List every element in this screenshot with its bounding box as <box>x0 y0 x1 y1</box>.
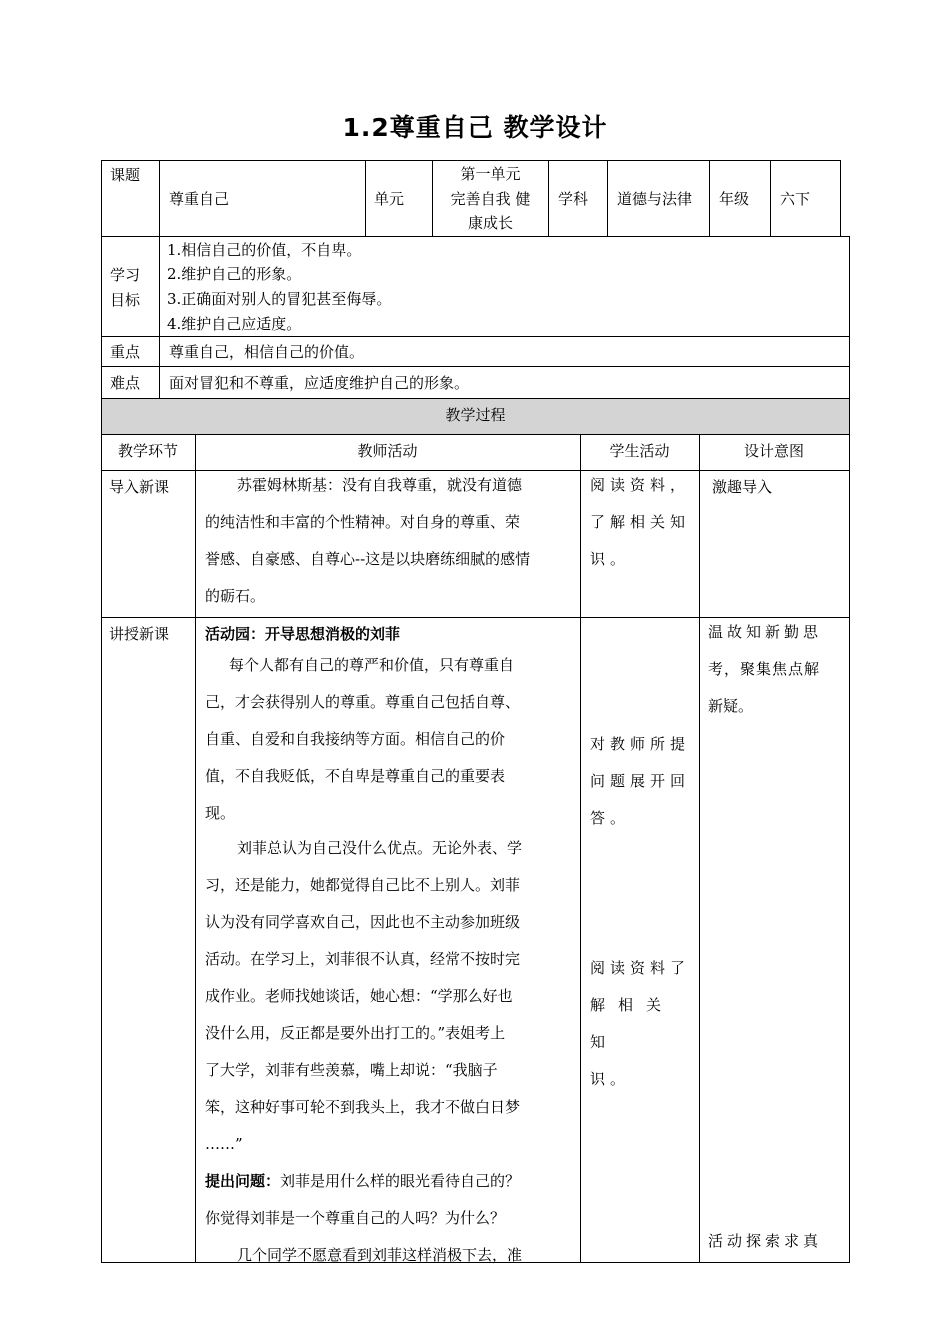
text-line: 值，不自我贬低，不自卑是尊重自己的重要表 <box>205 767 506 785</box>
text-line: 解相关知 <box>590 996 675 1051</box>
goal-item: 1.相信自己的价值，不自卑。 <box>167 241 362 259</box>
lecture-paragraph-1 <box>205 647 575 832</box>
topic-label: 课题 <box>110 166 141 184</box>
goal-item: 2.维护自己的形象。 <box>167 265 302 283</box>
subject-value: 道德与法律 <box>617 190 693 208</box>
text-line: 每个人都有自己的尊严和价值，只有尊重自 <box>229 656 515 674</box>
unit-label: 单元 <box>374 190 405 208</box>
goals-label-line-2: 目标 <box>110 291 141 309</box>
lecture-intent-2: 活动探索求真 <box>708 1232 823 1250</box>
grade-value: 六下 <box>780 190 811 208</box>
difficulty-value: 面对冒犯和不尊重，应适度维护自己的形象。 <box>169 374 470 392</box>
text-line: 阅读资料了 <box>590 959 691 977</box>
lecture-stage: 讲授新课 <box>109 625 170 643</box>
text-line: 活动。在学习上，刘菲很不认真，经常不按时完 <box>205 950 521 968</box>
text-line: 誉感、自豪感、自尊心--这是以块磨练细腻的感情 <box>205 550 531 568</box>
subject-label: 学科 <box>558 190 589 208</box>
difficulty-label: 难点 <box>110 374 141 392</box>
text-line: 刘菲总认为自己没什么优点。无论外表、学 <box>237 839 523 857</box>
text-line: 成作业。老师找她谈话，她心想：“学那么好也 <box>205 987 513 1005</box>
intro-intent: 激趣导入 <box>712 478 773 496</box>
text-line: 的纯洁性和丰富的个性精神。对自身的尊重、荣 <box>205 513 521 531</box>
unit-value-line-1: 第一单元 <box>460 165 521 183</box>
process-header: 教学过程 <box>445 406 506 424</box>
lecture-paragraph-2 <box>205 830 575 1163</box>
text-line: 考，聚集焦点解 <box>708 660 821 678</box>
text-line: 识。 <box>590 1070 631 1088</box>
intro-teacher-text <box>205 467 575 615</box>
text-line: 己，才会获得别人的尊重。尊重自己包括自尊、 <box>205 693 521 711</box>
text-line: 认为没有同学喜欢自己，因此也不主动参加班级 <box>205 913 521 931</box>
question-block <box>205 1163 575 1274</box>
unit-value-line-2: 完善自我 健 <box>450 190 531 208</box>
text-line: 没什么用，反正都是要外出打工的。”表姐考上 <box>205 1024 506 1042</box>
text-line: 了解相关知 <box>590 513 691 531</box>
text-line: 对教师所提 <box>590 735 691 753</box>
text-line: 习，还是能力，她都觉得自己比不上别人。刘菲 <box>205 876 521 894</box>
lecture-student-text-1 <box>590 726 698 837</box>
question-text: 刘菲是用什么样的眼光看待自己的？ <box>280 1172 521 1190</box>
unit-value-line-3: 康成长 <box>467 214 513 232</box>
text-line: 笨，这种好事可轮不到我头上，我才不做白日梦 <box>205 1098 521 1116</box>
text-line: 新疑。 <box>708 697 754 715</box>
text-line: 几个同学不愿意看到刘菲这样消极下去，准 <box>237 1246 523 1264</box>
goal-item: 4.维护自己应适度。 <box>167 315 302 333</box>
text-line: 了大学，刘菲有些羡慕，嘴上却说：“我脑子 <box>205 1061 498 1079</box>
text-line: ……” <box>205 1135 243 1153</box>
activity-title: 活动园：开导思想消极的刘菲 <box>205 625 401 643</box>
column-header-teacher: 教师活动 <box>357 442 418 460</box>
goal-item: 3.正确面对别人的冒犯甚至侮辱。 <box>167 290 392 308</box>
lecture-student-text-2 <box>590 950 698 1098</box>
text-line: 答。 <box>590 809 631 827</box>
lecture-intent-text-1 <box>708 614 848 725</box>
question-label: 提出问题： <box>205 1172 281 1190</box>
column-header-intent: 设计意图 <box>743 442 804 460</box>
text-line: 现。 <box>205 804 236 822</box>
grade-label: 年级 <box>719 190 750 208</box>
text-line: 你觉得刘菲是一个尊重自己的人吗？为什么？ <box>205 1209 506 1227</box>
text-line: 温故知新勤思 <box>708 623 823 641</box>
text-line: 问题展开回 <box>590 772 691 790</box>
key-point-value: 尊重自己，相信自己的价值。 <box>169 343 365 361</box>
text-line: 阅读资料， <box>590 476 691 494</box>
key-point-label: 重点 <box>110 343 141 361</box>
text-line: 识。 <box>590 550 631 568</box>
text-line: 苏霍姆林斯基：没有自我尊重，就没有道德 <box>237 476 523 494</box>
text-line: 的砺石。 <box>205 587 266 605</box>
goals-label-line-1: 学习 <box>110 266 141 284</box>
column-header-stage: 教学环节 <box>117 442 178 460</box>
column-header-student: 学生活动 <box>609 442 670 460</box>
intro-student-text <box>590 467 698 578</box>
topic-value: 尊重自己 <box>169 190 230 208</box>
page-title: 1.2尊重自己 教学设计 <box>342 113 608 142</box>
intro-stage: 导入新课 <box>109 478 170 496</box>
text-line: 自重、自爱和自我接纳等方面。相信自己的价 <box>205 730 506 748</box>
